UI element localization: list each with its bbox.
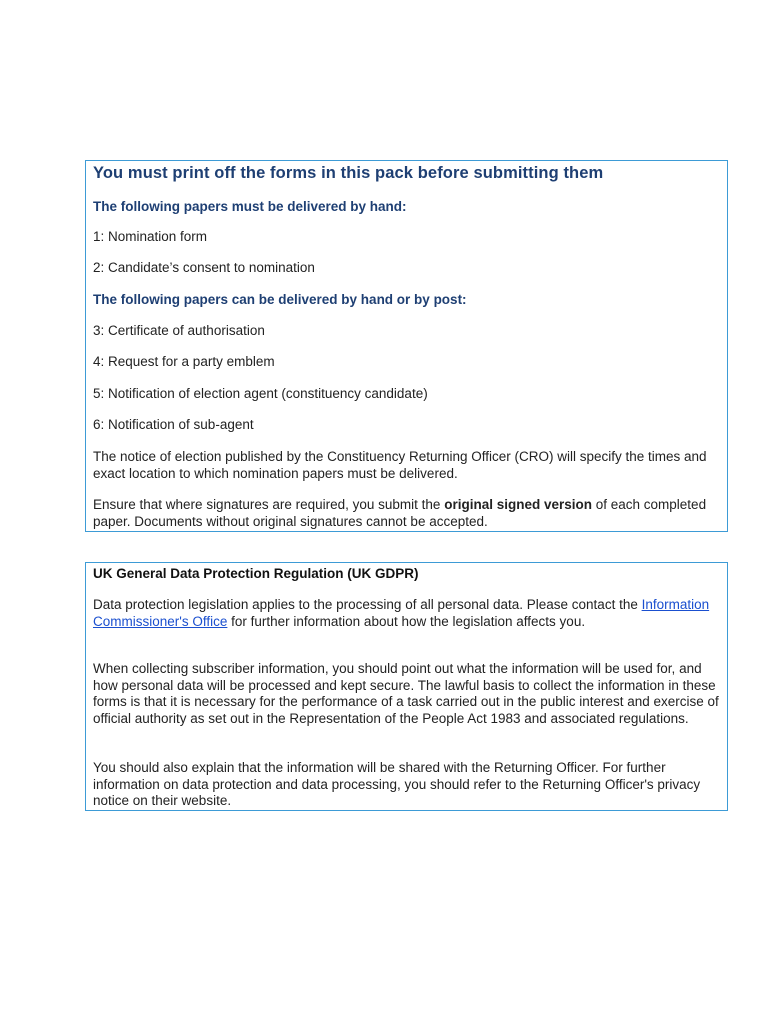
gdpr-paragraph-2: When collecting subscriber information, you should point out what the information will be used for, and how personal data will be processed and kept secure. The lawful basis to collect the information in these forms is that it is necessary for the performance of a task carried out in the public interest and exercise of official authority as set out in the Representation of the People Act 1983 and associated regulations. [93,661,719,726]
by-hand-heading: The following papers must be delivered by hand: [93,199,407,214]
ico-link[interactable]: Information Commissioner's Office [93,597,710,629]
gdpr-paragraph-1-start: Data protection legislation applies to the processing of all personal data. Please contact the [93,597,642,612]
gdpr-paragraph-1-end: for further information about how the legislation affects you. [227,613,586,629]
signatures-text-end: of each completed paper. Documents without original signatures cannot be accepted. [93,497,707,529]
gdpr-info-box [85,562,728,811]
list-item: 1: Nomination form [93,229,208,244]
gdpr-title: UK General Data Protection Regulation (UK GDPR) [93,566,419,581]
forms-box-title: You must print off the forms in this pack before submitting them [93,164,604,182]
forms-info-box [85,160,728,532]
signatures-emphasis: original signed version [444,497,592,512]
signatures-paragraph [93,497,719,530]
gdpr-paragraph-1 [93,597,719,630]
signatures-text-start: Ensure that where signatures are required, you submit the [93,497,445,512]
list-item: 5: Notification of election agent (constituency candidate) [93,386,428,401]
list-item: 3: Certificate of authorisation [93,323,265,338]
list-item: 2: Candidate’s consent to nomination [93,260,315,275]
gdpr-paragraph-3: You should also explain that the information will be shared with the Returning Officer. For further information on data protection and data processing, you should refer to the Returning Officer's privacy notice on their website. [93,760,701,808]
list-item: 6: Notification of sub-agent [93,417,254,432]
hand-or-post-heading: The following papers can be delivered by hand or by post: [93,292,467,307]
notice-paragraph: The notice of election published by the Constituency Returning Officer (CRO) will specify the times and exact location to which nomination papers must be delivered. [93,449,707,481]
list-item: 4: Request for a party emblem [93,354,275,369]
